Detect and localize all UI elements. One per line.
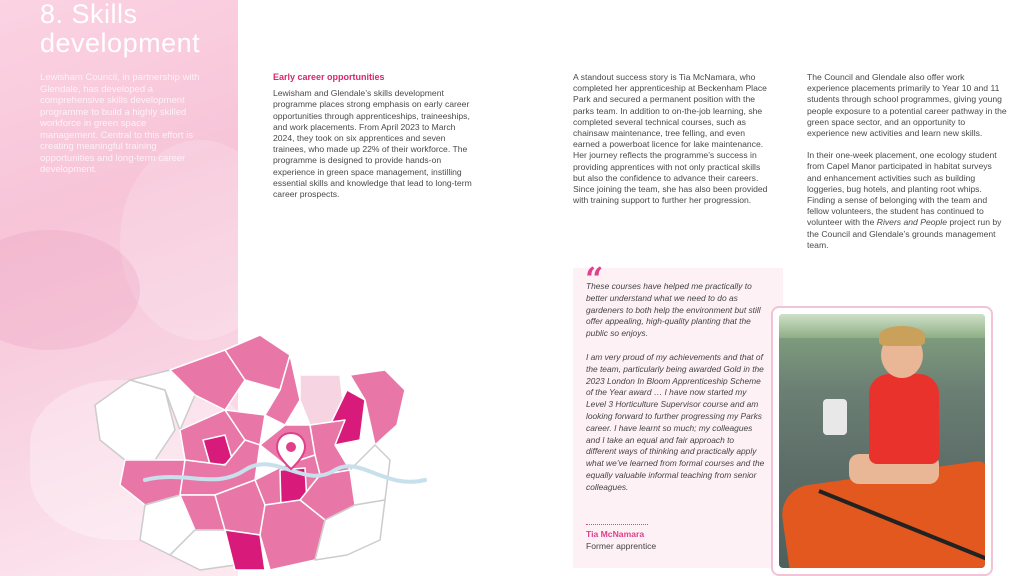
quote-para1: These courses have helped me practically to better understand what we need to do as gardeners to both help the environment but still offer appealing, high-quality planting that the public so enjoys. xyxy=(586,281,761,339)
column-work-experience xyxy=(807,72,1007,262)
project-name: Rivers and People xyxy=(876,217,947,228)
apprentice-photo-frame xyxy=(771,306,993,576)
early-career-body: Lewisham and Glendale’s skills development programme places strong emphasis on early career opportunities through apprenticeships, traineeships, and work placements. From April 2023 to March 2024, they took on six apprentices and seven trainees, who made up 22% of their workforce. The programme is designed to provide hands-on experience in green space management, instilling essential skills and knowledge that lead to long-term career prospects. xyxy=(273,88,472,200)
work-experience-para2 xyxy=(807,150,1007,251)
success-story-body: A standout success story is Tia McNamara, who completed her apprenticeship at Beckenham Place Park and secured a permanent position with the parks team. In addition to on-the-job learning, she completed several technical courses, such as chainsaw maintenance, tree felling, and even earned a powerboat licence for lake maintenance. Her journey reflects the programme’s success in providing apprentices with not only practical skills but also the confidence to advance their careers. Since joining the team, she has also been provided with training support to further her progression. xyxy=(573,72,768,206)
para2-text-end: project run by the Council and Glendale’s grounds management team. xyxy=(807,217,1002,250)
quote-role: Former apprentice xyxy=(586,541,657,551)
testimonial-quote xyxy=(573,260,783,568)
section-intro-text: Lewisham Council, in partnership with Glendale, has developed a comprehensive skills development programme to build a highly skilled workforce in green space management. Central to this effort is creating meaningful training opportunities and long-term career development. xyxy=(40,72,200,175)
early-career-heading: Early career opportunities xyxy=(273,72,385,82)
para2-text: In their one-week placement, one ecology student from Capel Manor participated in habitat surveys and enhancement activities such as building loggeries, bug hotels, and planting root whips. Finding a sense of belonging with the team and fellow volunteers, the student has continued to volunteer with the xyxy=(807,150,997,228)
column-success-story xyxy=(573,72,773,217)
work-experience-para1: The Council and Glendale also offer work experience placements primarily to Year 10 and 11 students through school programmes, giving young people exposure to a potential career pathway in the green space sector, and an opportunity to experience new activities and learn new skills. xyxy=(807,72,1007,139)
london-boroughs-map xyxy=(85,330,445,576)
quote-para2: I am very proud of my achievements and that of the team, particularly being awarded Gold in the 2023 London In Bloom Apprenticeship Scheme of the Year award … I have now started my Level 3 Horticulture Supervisor course and am looking forward to further progressing my Parks career. I have learnt so much; my colleagues and I take an equal and fair approach to different ways of thinking and practically apply what we’ve learned from formal courses and the equally valuable informal teaching from senior colleagues. xyxy=(586,351,765,492)
quote-author: Tia McNamara xyxy=(586,529,645,539)
photo-life-jacket xyxy=(869,374,939,464)
quote-divider xyxy=(586,524,648,525)
section-title: 8. Skills development xyxy=(40,0,201,58)
apprentice-photo xyxy=(779,314,985,568)
quote-mark-icon: “ xyxy=(585,260,604,298)
section-intro xyxy=(40,72,205,176)
quote-text xyxy=(586,281,766,506)
map-borough xyxy=(95,380,175,460)
photo-boat-engine xyxy=(823,399,847,435)
column-early-career xyxy=(273,72,473,211)
photo-person-hair xyxy=(879,326,925,346)
